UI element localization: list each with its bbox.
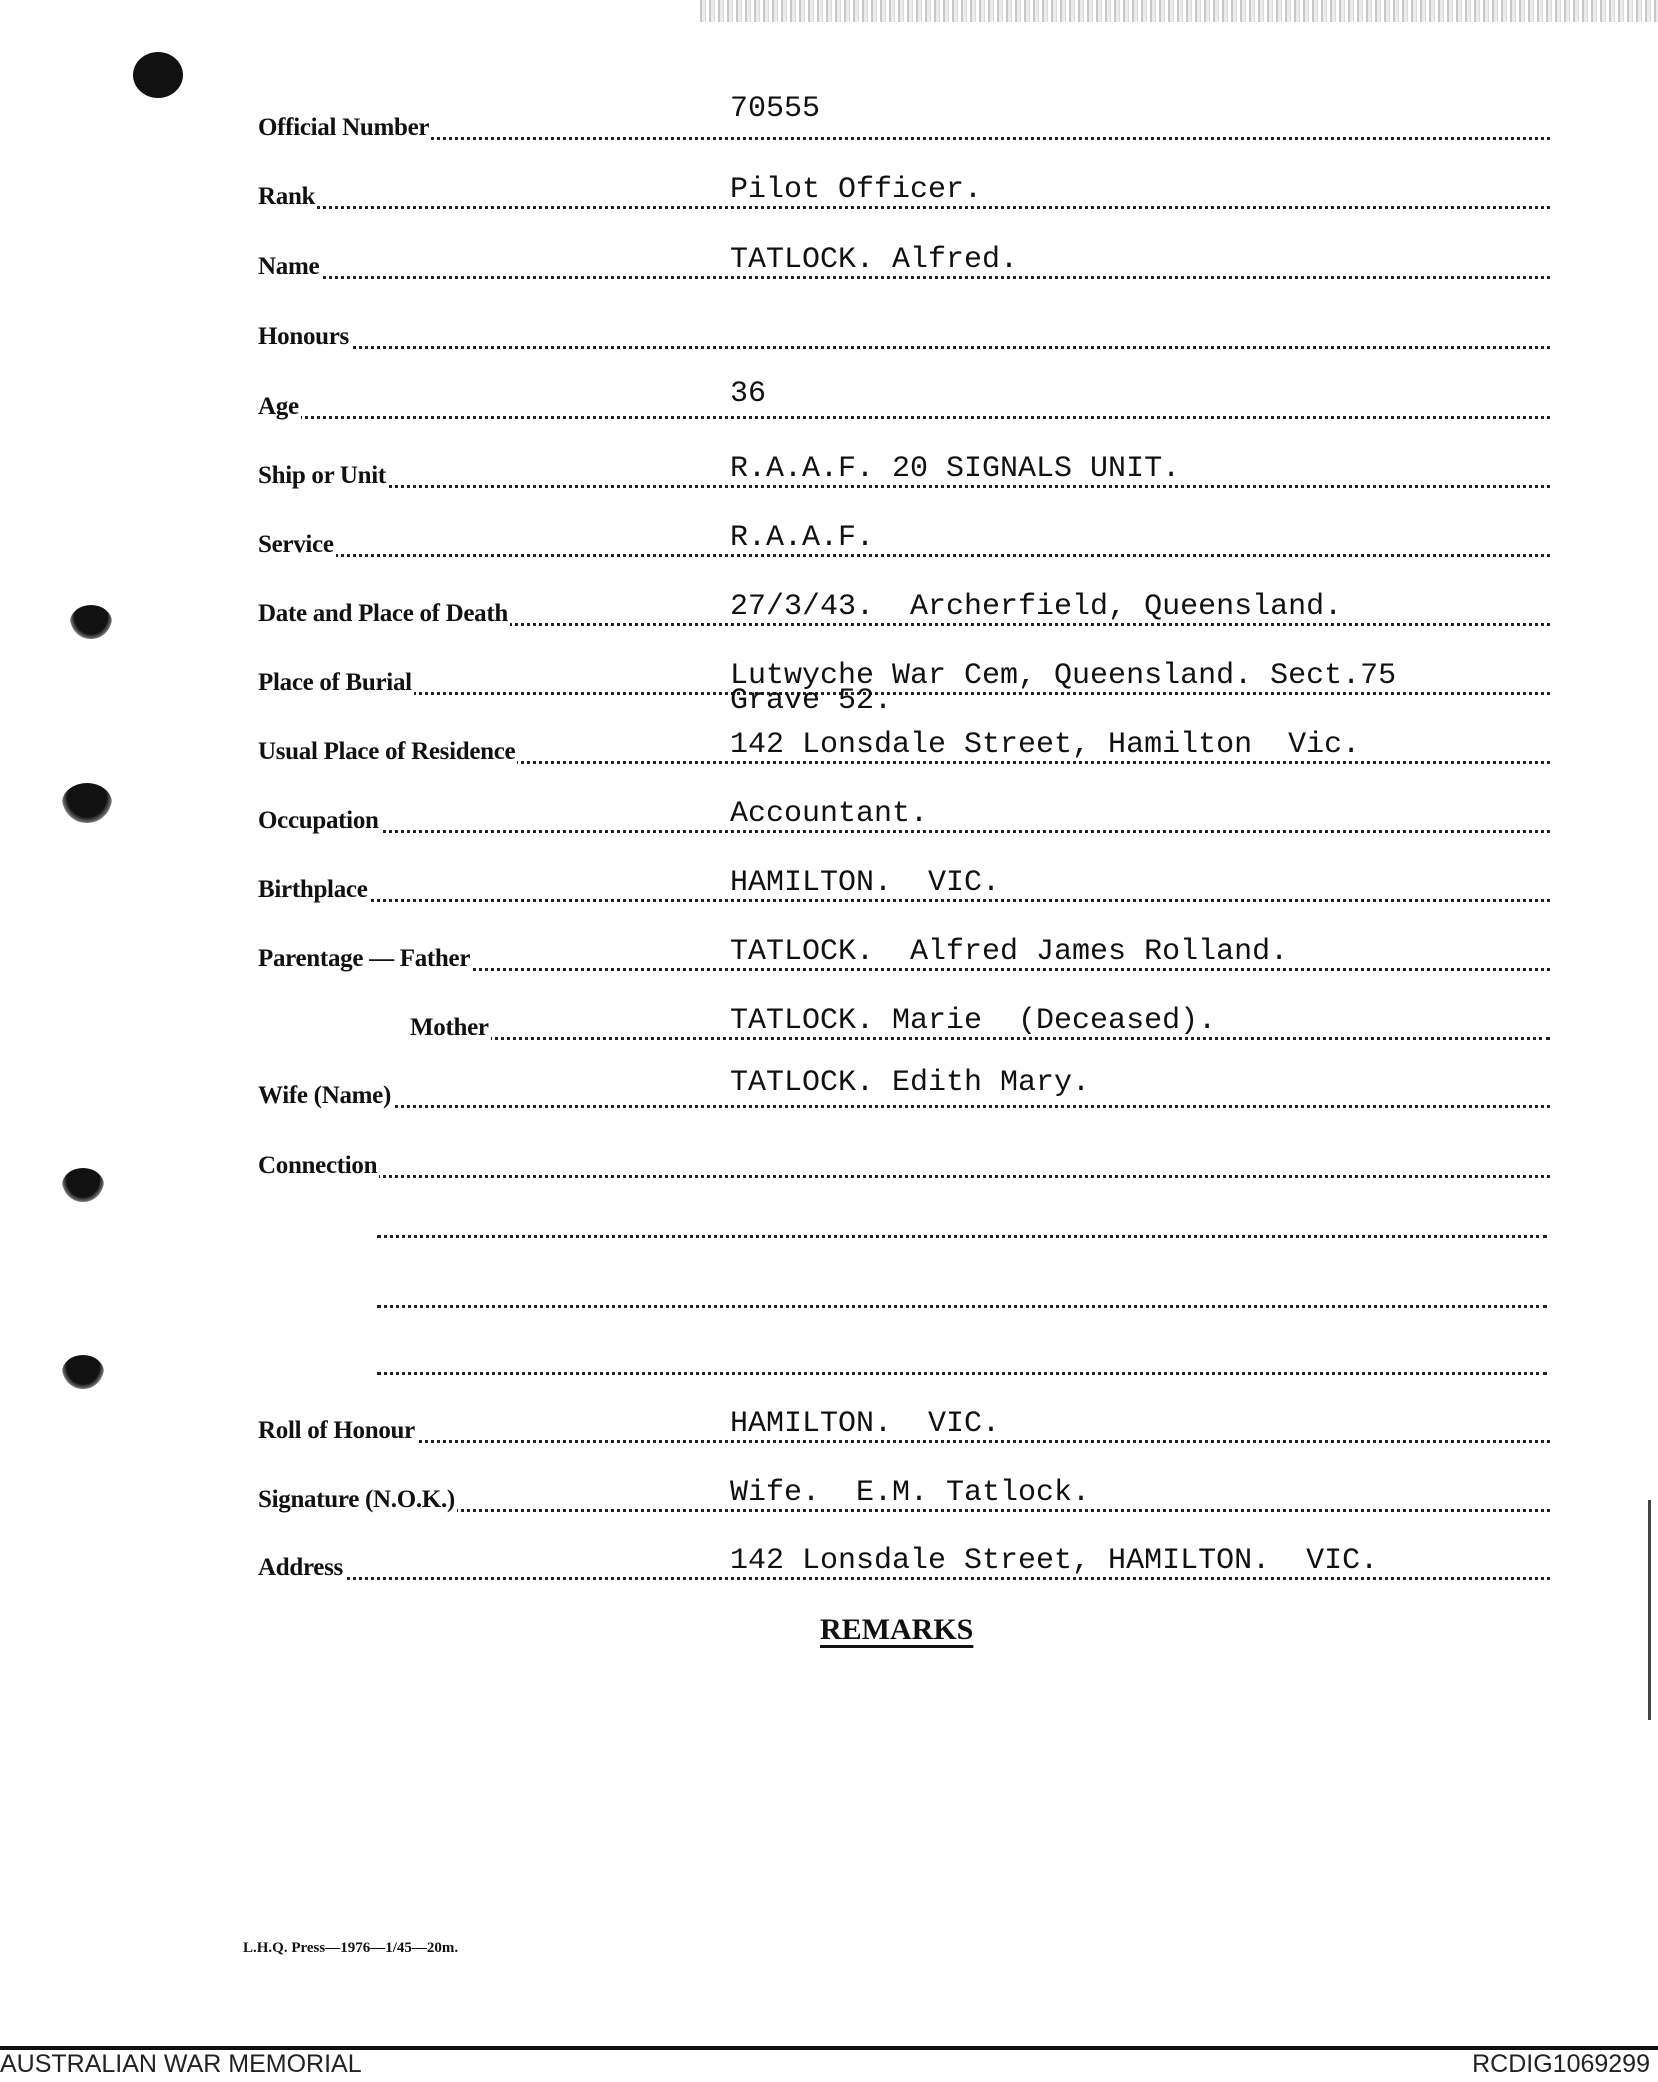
field-label: Birthplace <box>258 876 368 903</box>
dotted-line <box>258 346 1550 349</box>
field-value: TATLOCK. Edith Mary. <box>730 1066 1091 1100</box>
field-value: Pilot Officer. <box>730 173 983 207</box>
footer-record-id: RCDIG1069299 <box>1472 2050 1650 2078</box>
field-value: HAMILTON. VIC. <box>730 866 1001 900</box>
field-value: HAMILTON. VIC. <box>730 1407 1001 1441</box>
punch-hole-1 <box>70 605 112 639</box>
field-value: 142 Lonsdale Street, Hamilton Vic. <box>730 728 1361 762</box>
field-rank <box>250 157 1550 217</box>
punch-hole-3 <box>62 1168 104 1202</box>
field-occupation <box>250 781 1550 841</box>
dotted-line <box>258 137 1550 140</box>
field-label: Mother <box>410 1014 489 1041</box>
dotted-line <box>258 1175 1550 1178</box>
remarks-heading: REMARKS <box>820 1613 974 1646</box>
field-value: R.A.A.F. <box>730 521 875 555</box>
field-birthplace <box>250 850 1550 910</box>
burial-value-line2: Grave 52. <box>730 684 893 718</box>
field-usual-residence <box>250 712 1550 772</box>
scan-artifact <box>700 0 1658 22</box>
field-date-place-death <box>250 574 1550 634</box>
connection-blank-line <box>377 1372 1547 1375</box>
field-label: Parentage — Father <box>258 945 471 972</box>
field-value: 27/3/43. Archerfield, Queensland. <box>730 590 1343 624</box>
field-label: Address <box>258 1554 343 1581</box>
field-label: Wife (Name) <box>258 1082 391 1109</box>
field-wife <box>250 1056 1550 1116</box>
field-value: 70555 <box>730 92 821 126</box>
field-label: Name <box>258 253 320 280</box>
scan-edge <box>1648 1500 1651 1720</box>
punch-hole-top <box>133 52 183 98</box>
field-label: Place of Burial <box>258 669 412 696</box>
field-mother <box>250 988 1550 1048</box>
field-label: Usual Place of Residence <box>258 738 516 765</box>
field-value: 36 <box>730 377 767 411</box>
dotted-line <box>258 554 1550 557</box>
field-age <box>250 367 1550 427</box>
field-value: R.A.A.F. 20 SIGNALS UNIT. <box>730 452 1181 486</box>
field-address <box>250 1528 1550 1588</box>
field-value: Accountant. <box>730 797 929 831</box>
field-value: Wife. E.M. Tatlock. <box>730 1476 1091 1510</box>
field-value: TATLOCK. Alfred. <box>730 243 1019 277</box>
footer-institution: AUSTRALIAN WAR MEMORIAL <box>0 2050 362 2078</box>
field-signature <box>250 1460 1550 1520</box>
punch-hole-4 <box>62 1355 104 1389</box>
field-value: 142 Lonsdale Street, HAMILTON. VIC. <box>730 1544 1379 1578</box>
field-label: Date and Place of Death <box>258 600 508 627</box>
field-value: Lutwyche War Cem, Queensland. Sect.75 <box>730 659 1397 693</box>
field-label: Signature (N.O.K.) <box>258 1486 455 1513</box>
field-place-of-burial <box>250 643 1550 703</box>
connection-blank-line <box>377 1305 1547 1308</box>
punch-hole-2 <box>62 783 112 823</box>
field-label: Official Number <box>258 114 430 141</box>
field-value: TATLOCK. Alfred James Rolland. <box>730 935 1289 969</box>
field-label: Rank <box>258 183 316 210</box>
field-label: Age <box>258 393 299 420</box>
field-ship-or-unit <box>250 436 1550 496</box>
field-service <box>250 505 1550 565</box>
dotted-line <box>258 416 1550 419</box>
field-label: Service <box>258 531 334 558</box>
field-roll-of-honour <box>250 1391 1550 1451</box>
field-label: Honours <box>258 323 349 350</box>
connection-blank-line <box>377 1235 1547 1238</box>
field-name <box>250 227 1550 287</box>
field-label: Ship or Unit <box>258 462 386 489</box>
field-value: TATLOCK. Marie (Deceased). <box>730 1004 1217 1038</box>
field-father <box>250 919 1550 979</box>
printer-imprint: L.H.Q. Press—1976—1/45—20m. <box>243 1940 459 1956</box>
field-label: Connection <box>258 1152 378 1179</box>
field-official-number <box>250 88 1550 148</box>
dotted-line <box>258 1105 1550 1108</box>
field-honours <box>250 297 1550 357</box>
field-label: Occupation <box>258 807 379 834</box>
field-connection <box>250 1126 1550 1186</box>
field-label: Roll of Honour <box>258 1417 415 1444</box>
